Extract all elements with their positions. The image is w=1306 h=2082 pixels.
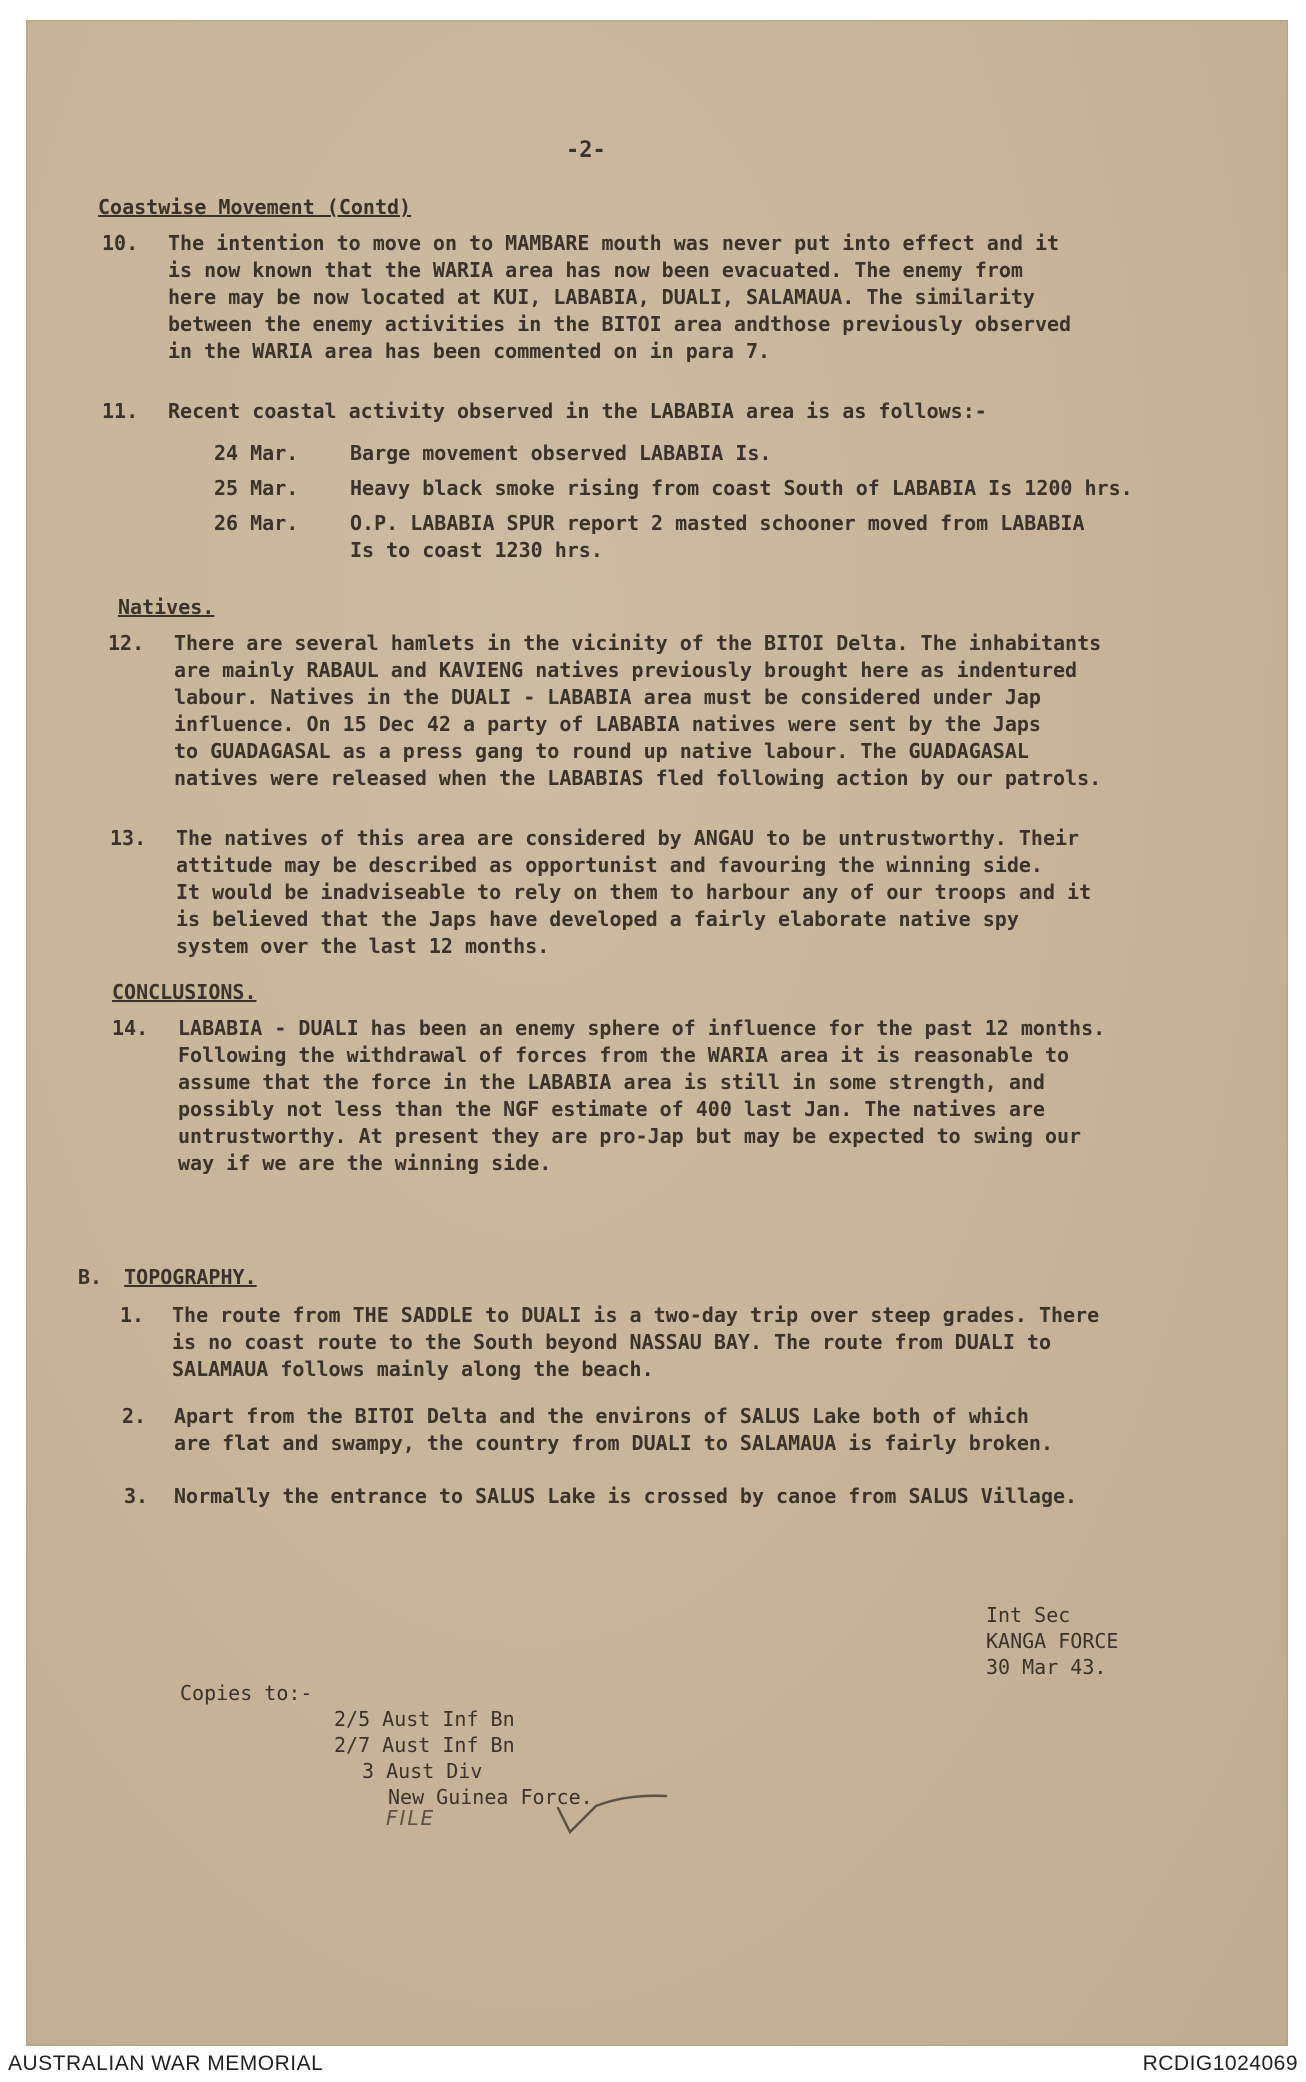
signature-date: 30 Mar 43. [986, 1655, 1107, 1679]
text-line: Barge movement observed LABABIA Is. [350, 441, 772, 465]
text-line: natives were released when the LABABIAS fled following action by our patrols. [174, 766, 1102, 790]
signature-unit: Int Sec [986, 1603, 1071, 1627]
entry-date: 24 Mar. [214, 441, 299, 465]
paragraph-number: 14. [112, 1016, 149, 1040]
text-line: here may be now located at KUI, LABABIA, DUALI, SALAMAUA. The similarity [168, 285, 1035, 309]
paragraph-text [178, 1015, 1105, 1177]
signature-block [986, 1602, 1118, 1680]
section-heading-conclusions: CONCLUSIONS. [112, 980, 257, 1004]
paragraph-text [176, 825, 1091, 960]
page-number: -2- [566, 138, 606, 163]
text-line: Heavy black smoke rising from coast South of LABABIA Is 1200 hrs. [350, 476, 1133, 500]
text-line: attitude may be described as opportunist and favouring the winning side. [176, 853, 1043, 877]
entry-text [350, 510, 1085, 564]
text-line: Recent coastal activity observed in the LABABIA area is as follows:- [168, 399, 987, 423]
section-b-header [78, 1265, 257, 1289]
copies-item: 2/7 Aust Inf Bn [334, 1733, 515, 1757]
footer-record-id: RCDIG1024069 [1142, 2052, 1298, 2075]
copies-item: New Guinea Force. [388, 1785, 593, 1809]
signature-force: KANGA FORCE [986, 1629, 1119, 1653]
text-line: labour. Natives in the DUALI - LABABIA area must be considered under Jap [174, 685, 1041, 709]
entry-date: 25 Mar. [214, 476, 299, 500]
paragraph-text [174, 1403, 1053, 1457]
paragraph-text [174, 1483, 1077, 1510]
text-line: There are several hamlets in the vicinity of the BITOI Delta. The inhabitants [174, 631, 1102, 655]
paragraph-text [174, 630, 1101, 792]
text-line: influence. On 15 Dec 42 a party of LABABIA natives were sent by the Japs [174, 712, 1041, 736]
text-line: system over the last 12 months. [176, 934, 550, 958]
copies-item: 3 Aust Div [362, 1759, 483, 1783]
section-heading-topography: TOPOGRAPHY. [124, 1265, 257, 1289]
copies-label: Copies to:- [180, 1681, 313, 1705]
paragraph-number: 11. [102, 399, 139, 423]
text-line: way if we are the winning side. [178, 1151, 552, 1175]
paragraph-text [172, 1302, 1099, 1383]
paragraph-number: 12. [108, 631, 145, 655]
text-line: Normally the entrance to SALUS Lake is crossed by canoe from SALUS Village. [174, 1484, 1078, 1508]
text-line: in the WARIA area has been commented on in para 7. [168, 339, 771, 363]
document-page [26, 20, 1288, 2046]
text-line: The route from THE SADDLE to DUALI is a two-day trip over steep grades. There [172, 1303, 1100, 1327]
handwritten-file-note: FILE [386, 1806, 436, 1830]
text-line: to GUADAGASAL as a press gang to round up native labour. The GUADAGASAL [174, 739, 1029, 763]
text-line: untrustworthy. At present they are pro-Jap but may be expected to swing our [178, 1124, 1082, 1148]
paragraph-number: 3. [124, 1484, 149, 1508]
entry-date: 26 Mar. [214, 511, 299, 535]
paragraph-number: 2. [122, 1404, 147, 1428]
text-line: Following the withdrawal of forces from the WARIA area it is reasonable to [178, 1043, 1070, 1067]
footer-institution: AUSTRALIAN WAR MEMORIAL [8, 2052, 324, 2075]
text-line: is believed that the Japs have developed a fairly elaborate native spy [176, 907, 1019, 931]
section-heading-natives: Natives. [118, 595, 215, 619]
text-line: Is to coast 1230 hrs. [350, 538, 603, 562]
text-line: is now known that the WARIA area has now been evacuated. The enemy from [168, 258, 1023, 282]
paragraph-text [168, 230, 1071, 365]
text-line: Apart from the BITOI Delta and the environs of SALUS Lake both of which [174, 1404, 1029, 1428]
paragraph-text [168, 398, 987, 425]
text-line: is no coast route to the South beyond NASSAU BAY. The route from DUALI to [172, 1330, 1051, 1354]
entry-text [350, 440, 771, 467]
text-line: assume that the force in the LABABIA area is still in some strength, and [178, 1070, 1045, 1094]
section-heading-coastwise: Coastwise Movement (Contd) [98, 195, 412, 219]
text-line: It would be inadviseable to rely on them to harbour any of our troops and it [176, 880, 1092, 904]
text-line: possibly not less than the NGF estimate of 400 last Jan. The natives are [178, 1097, 1045, 1121]
text-line: O.P. LABABIA SPUR report 2 masted schooner moved from LABABIA [350, 511, 1085, 535]
text-line: between the enemy activities in the BITOI area andthose previously observed [168, 312, 1072, 336]
text-line: LABABIA - DUALI has been an enemy sphere of influence for the past 12 months. [178, 1016, 1106, 1040]
handwritten-tick-icon [556, 1790, 676, 1840]
section-prefix: B. [78, 1265, 103, 1289]
text-line: SALAMAUA follows mainly along the beach. [172, 1357, 654, 1381]
paragraph-number: 10. [102, 231, 139, 255]
text-line: The natives of this area are considered by ANGAU to be untrustworthy. Their [176, 826, 1080, 850]
text-line: The intention to move on to MAMBARE mouth was never put into effect and it [168, 231, 1060, 255]
paragraph-number: 13. [110, 826, 147, 850]
copies-item: 2/5 Aust Inf Bn [334, 1707, 515, 1731]
paragraph-number: 1. [120, 1303, 145, 1327]
text-line: are flat and swampy, the country from DUALI to SALAMAUA is fairly broken. [174, 1431, 1053, 1455]
entry-text [350, 475, 1133, 502]
text-line: are mainly RABAUL and KAVIENG natives previously brought here as indentured [174, 658, 1078, 682]
